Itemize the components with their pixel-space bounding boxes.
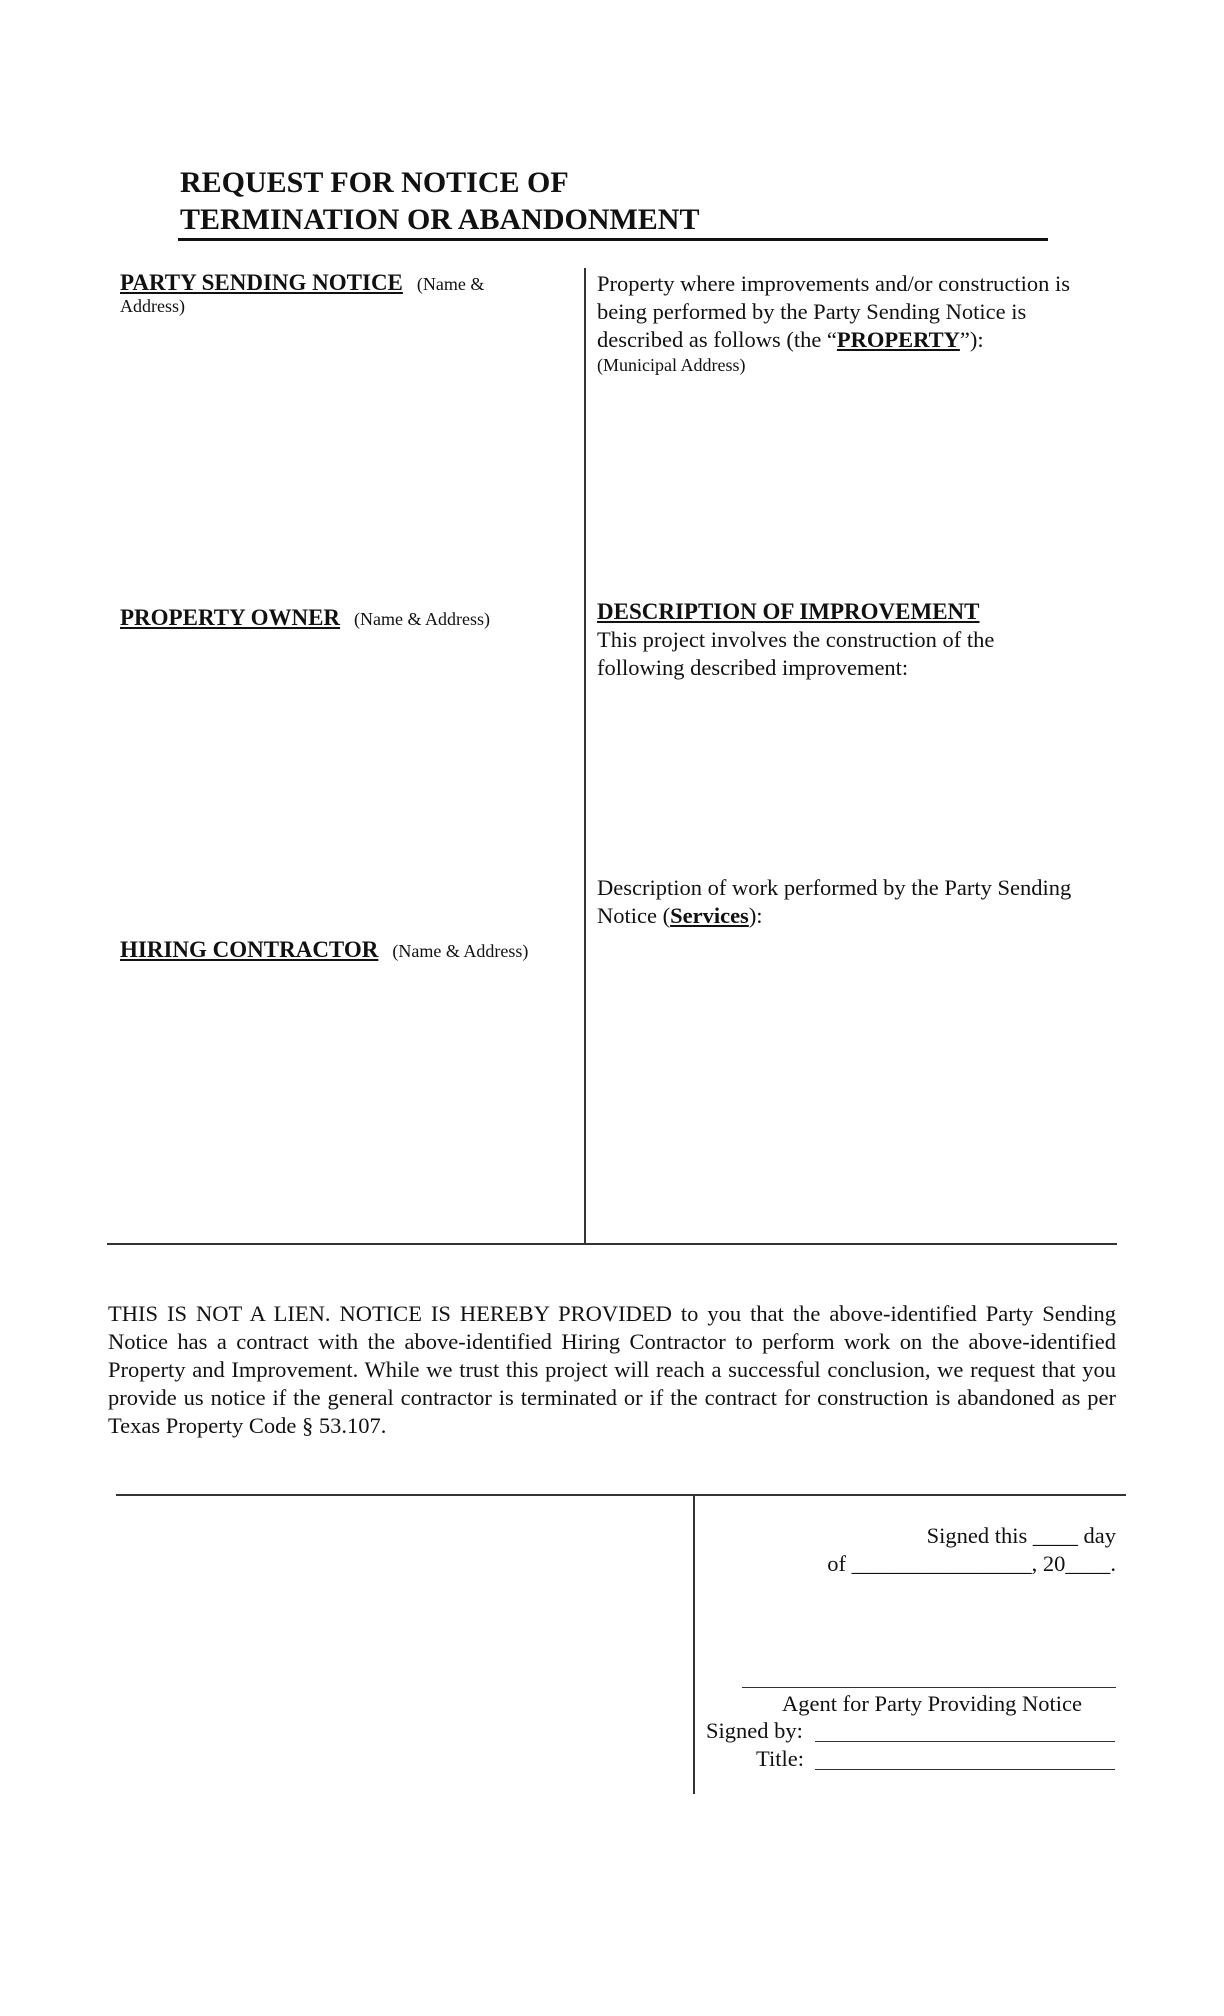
property-line-1: Property where improvements and/or construction is <box>597 271 1071 296</box>
signed-by-field[interactable] <box>815 1741 1115 1742</box>
title-line-1: REQUEST FOR NOTICE OF <box>180 166 569 199</box>
property-owner-block <box>120 605 580 631</box>
signature-section-top-rule <box>116 1494 1126 1496</box>
improvement-heading: DESCRIPTION OF IMPROVEMENT <box>597 599 980 624</box>
date-line: of ________________, 20____. <box>827 1551 1116 1576</box>
signature-section-divider <box>693 1494 695 1794</box>
notice-paragraph: THIS IS NOT A LIEN. NOTICE IS HEREBY PROVIDED to you that the above-identified Party Sending Notice has a contract with the above-identified Hiring Contractor to perform work on the above-identified Property and Improvement. While we trust this project will reach a successful conclusion, we request that you provide us notice if the general contractor is terminated or if the contract for construction is abandoned as per Texas Property Code § 53.107. <box>108 1301 1116 1438</box>
hiring-contractor-block <box>120 937 580 963</box>
services-line-2: Notice (Services): <box>597 903 763 928</box>
services-term: Services <box>670 903 749 928</box>
agent-label: Agent for Party Providing Notice <box>782 1691 1082 1716</box>
signed-by-label: Signed by: <box>706 1718 803 1743</box>
party-sending-notice-heading: PARTY SENDING NOTICE <box>120 270 403 295</box>
improvement-line-2: following described improvement: <box>597 655 909 680</box>
property-block <box>597 270 1117 376</box>
hiring-contractor-heading: HIRING CONTRACTOR <box>120 937 379 962</box>
hiring-contractor-sub: (Name & Address) <box>392 941 529 961</box>
party-sending-notice-sub-2: Address) <box>120 296 185 316</box>
agent-signature-line <box>742 1687 1116 1688</box>
property-line-3: described as follows (the “PROPERTY”): <box>597 327 984 352</box>
title-underline <box>178 238 1048 241</box>
title-field[interactable] <box>815 1769 1115 1770</box>
improvement-line-1: This project involves the construction of the <box>597 627 995 652</box>
property-owner-sub: (Name & Address) <box>354 609 491 629</box>
upper-section-bottom-rule <box>107 1243 1117 1245</box>
municipal-address-label: (Municipal Address) <box>597 355 746 375</box>
property-term: PROPERTY <box>836 327 960 352</box>
services-block <box>597 874 1117 930</box>
property-owner-heading: PROPERTY OWNER <box>120 605 341 630</box>
title-line-2: TERMINATION OR ABANDONMENT <box>180 203 700 236</box>
document-title <box>180 164 699 238</box>
party-sending-notice-sub-1: (Name & <box>416 274 485 294</box>
services-line-1: Description of work performed by the Party Sending <box>597 875 1072 900</box>
improvement-block <box>597 598 1117 682</box>
title-label: Title: <box>756 1746 804 1771</box>
property-line-2: being performed by the Party Sending Notice is <box>597 299 1027 324</box>
party-sending-notice-block <box>120 270 560 317</box>
upper-column-divider <box>584 268 586 1244</box>
signed-this-line: Signed this ____ day <box>926 1523 1116 1548</box>
